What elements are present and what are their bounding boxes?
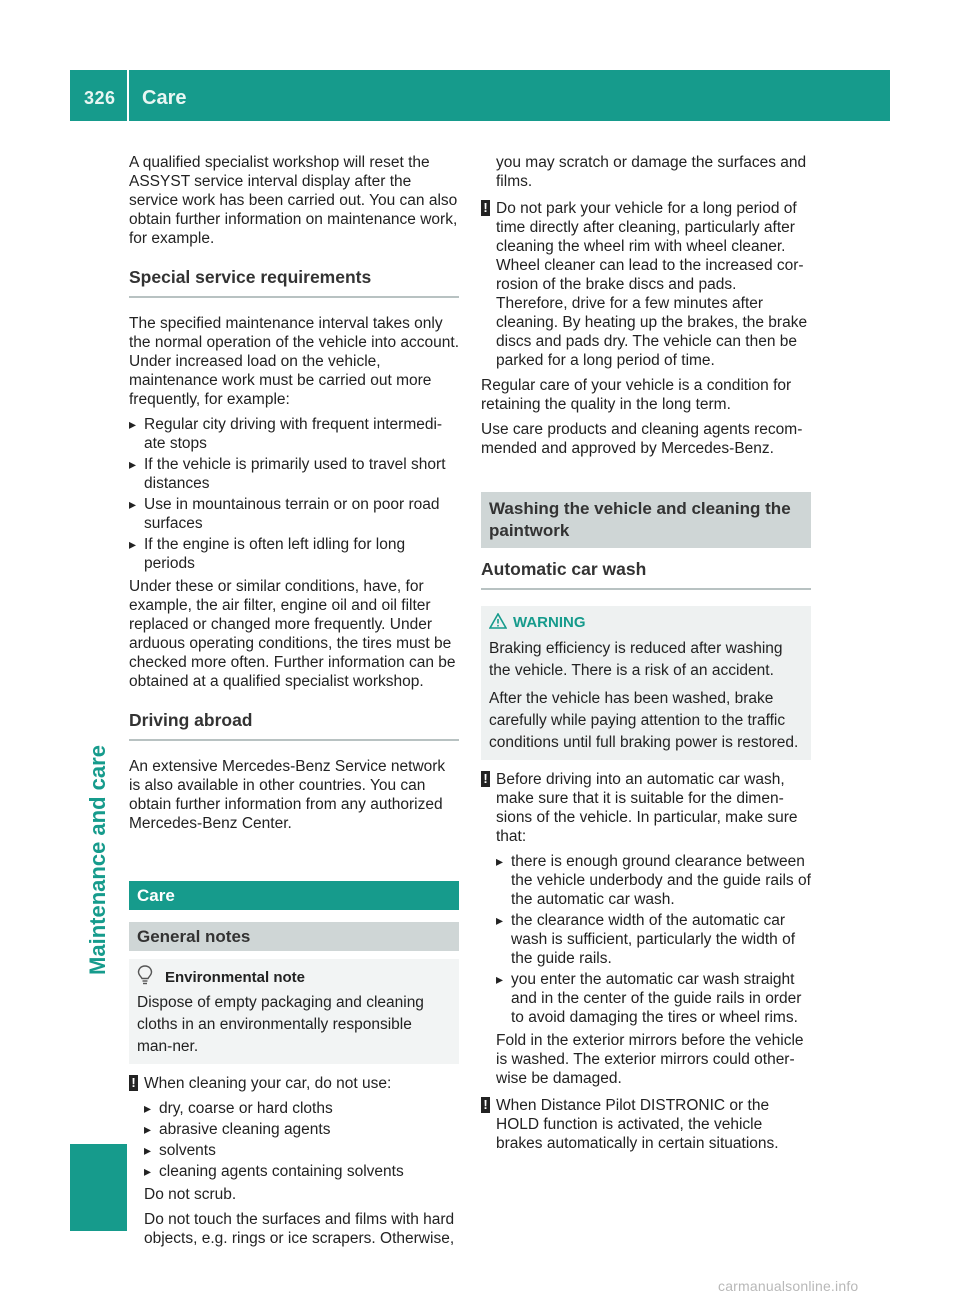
parking-caution-text: Do not park your vehicle for a long period of time directly after cleaning, particularly after cleaning the wheel rim with wheel cleaner. Wheel cleaner can lead to the increased cor-rosion of the brake discs and pads. Therefore, drive for a few minutes after cleaning. By heating up the brakes, the brake discs and pads dry. The vehicle can then be parked for a long period of time. [496,200,808,369]
care-section-band: Care [129,881,459,910]
distronic-caution-text: When Distance Pilot DISTRONIC or the HOLD function is activated, the vehicle brakes automatically in certain situations. [496,1097,779,1152]
cleaning-caution-note [129,1074,459,1093]
general-notes-band: General notes [129,922,459,951]
parking-caution-note [481,199,811,370]
special-service-paragraph: The specified maintenance interval takes only the normal operation of the vehicle into account. Under increased load on the vehicle, maintenance work must be carried out more frequently, for example: [129,315,460,408]
header-bar [70,70,890,121]
list-item: ▸ there is enough ground clearance between the vehicle underbody and the guide rails of the automatic car wash. [496,852,811,909]
car-wash-caution-lead: Before driving into an automatic car wash, make sure that it is suitable for the dimen-sions of the vehicle. In particular, make sure that: [496,771,798,845]
lightbulb-icon [137,965,165,990]
caution-mark-icon: ! [129,1075,138,1091]
warning-header [489,612,803,634]
special-service-paragraph-2: Under these or similar conditions, have, for example, the air filter, engine oil and oil filter replaced or changed more frequently. Under arduous operating conditions, the tires must be checked more often. Further information can be obtained at a qualified specialist workshop. [129,578,456,690]
left-column [129,153,459,1254]
washing-section-band: Washing the vehicle and cleaning the paintwork [481,492,811,548]
automatic-car-wash-heading: Automatic car wash [481,560,811,590]
list-item: ▸ Use in mountainous terrain or on poor road surfaces [129,495,459,533]
list-item: ▸ dry, coarse or hard cloths [144,1099,459,1118]
car-wash-check-list [496,852,811,1027]
page-title: Care [142,87,187,109]
watermark-text: carmanualsonline.info [718,1278,859,1294]
caution-paragraph-2: Do not touch the surfaces and films with hard objects, e.g. rings or ice scrapers. Otherwise, [144,1211,455,1247]
warning-triangle-icon [489,612,513,634]
chapter-side-label: Maintenance and care [85,745,110,975]
caution-mark-icon: ! [481,1097,490,1113]
special-service-list [129,415,459,573]
environmental-note-box [129,959,459,1064]
car-wash-caution-note [481,770,811,846]
list-item: ▸ If the vehicle is primarily used to travel short distances [129,455,459,493]
mirrors-paragraph: Fold in the exterior mirrors before the vehicle is washed. The exterior mirrors could other-wise be damaged. [496,1032,804,1087]
header-divider [127,70,129,121]
list-item: ▸ abrasive cleaning agents [144,1120,459,1139]
warning-box [481,606,811,760]
distronic-caution-note [481,1096,811,1153]
warning-paragraph: Braking efficiency is reduced after washing the vehicle. There is a risk of an accident. [489,640,783,679]
environmental-note-header [137,965,451,990]
caution-continuation [481,153,811,191]
intro-paragraph: A qualified specialist workshop will reset the ASSYST service interval display after the service work has been carried out. You can also obtain further information on maintenance work, for example. [129,154,458,247]
list-item: ▸ the clearance width of the automatic car wash is sufficient, particularly the width of the guide rails. [496,911,811,968]
special-service-heading: Special service requirements [129,268,459,298]
car-wash-caution-body [481,852,811,1088]
list-item: ▸ cleaning agents containing solvents [144,1162,459,1181]
caution-lead: When cleaning your car, do not use: [144,1075,392,1092]
list-item: ▸ If the engine is often left idling for long periods [129,535,459,573]
driving-abroad-heading: Driving abroad [129,711,459,741]
cleaning-avoid-list [144,1099,459,1181]
environmental-note-title: Environmental note [165,968,306,986]
warning-title: WARNING [513,614,586,631]
care-paragraph: Regular care of your vehicle is a condition for retaining the quality in the long term. [481,377,792,413]
caution-mark-icon: ! [481,200,490,216]
page-number: 326 [84,88,116,108]
warning-paragraph-2: After the vehicle has been washed, brake carefully while paying attention to the traffic conditions until full braking power is restored. [489,690,799,751]
chapter-side-block [70,1144,127,1231]
right-column [481,153,811,1159]
environmental-note-text: Dispose of empty packaging and cleaning cloths in an environmentally responsible man-ner. [137,994,424,1055]
continued-paragraph: you may scratch or damage the surfaces and films. [496,154,807,190]
list-item: ▸ solvents [144,1141,459,1160]
care-paragraph-2: Use care products and cleaning agents recom-mended and approved by Mercedes-Benz. [481,421,803,457]
caution-paragraph: Do not scrub. [144,1186,237,1203]
list-item: ▸ you enter the automatic car wash straight and in the center of the guide rails in order to avoid damaging the tires or wheel rims. [496,970,811,1027]
cleaning-caution-body [129,1099,459,1248]
caution-mark-icon: ! [481,771,490,787]
list-item: ▸ Regular city driving with frequent intermedi-ate stops [129,415,459,453]
driving-abroad-paragraph: An extensive Mercedes-Benz Service network is also available in other countries. You can obtain further information from any authorized Mercedes-Benz Center. [129,758,446,832]
